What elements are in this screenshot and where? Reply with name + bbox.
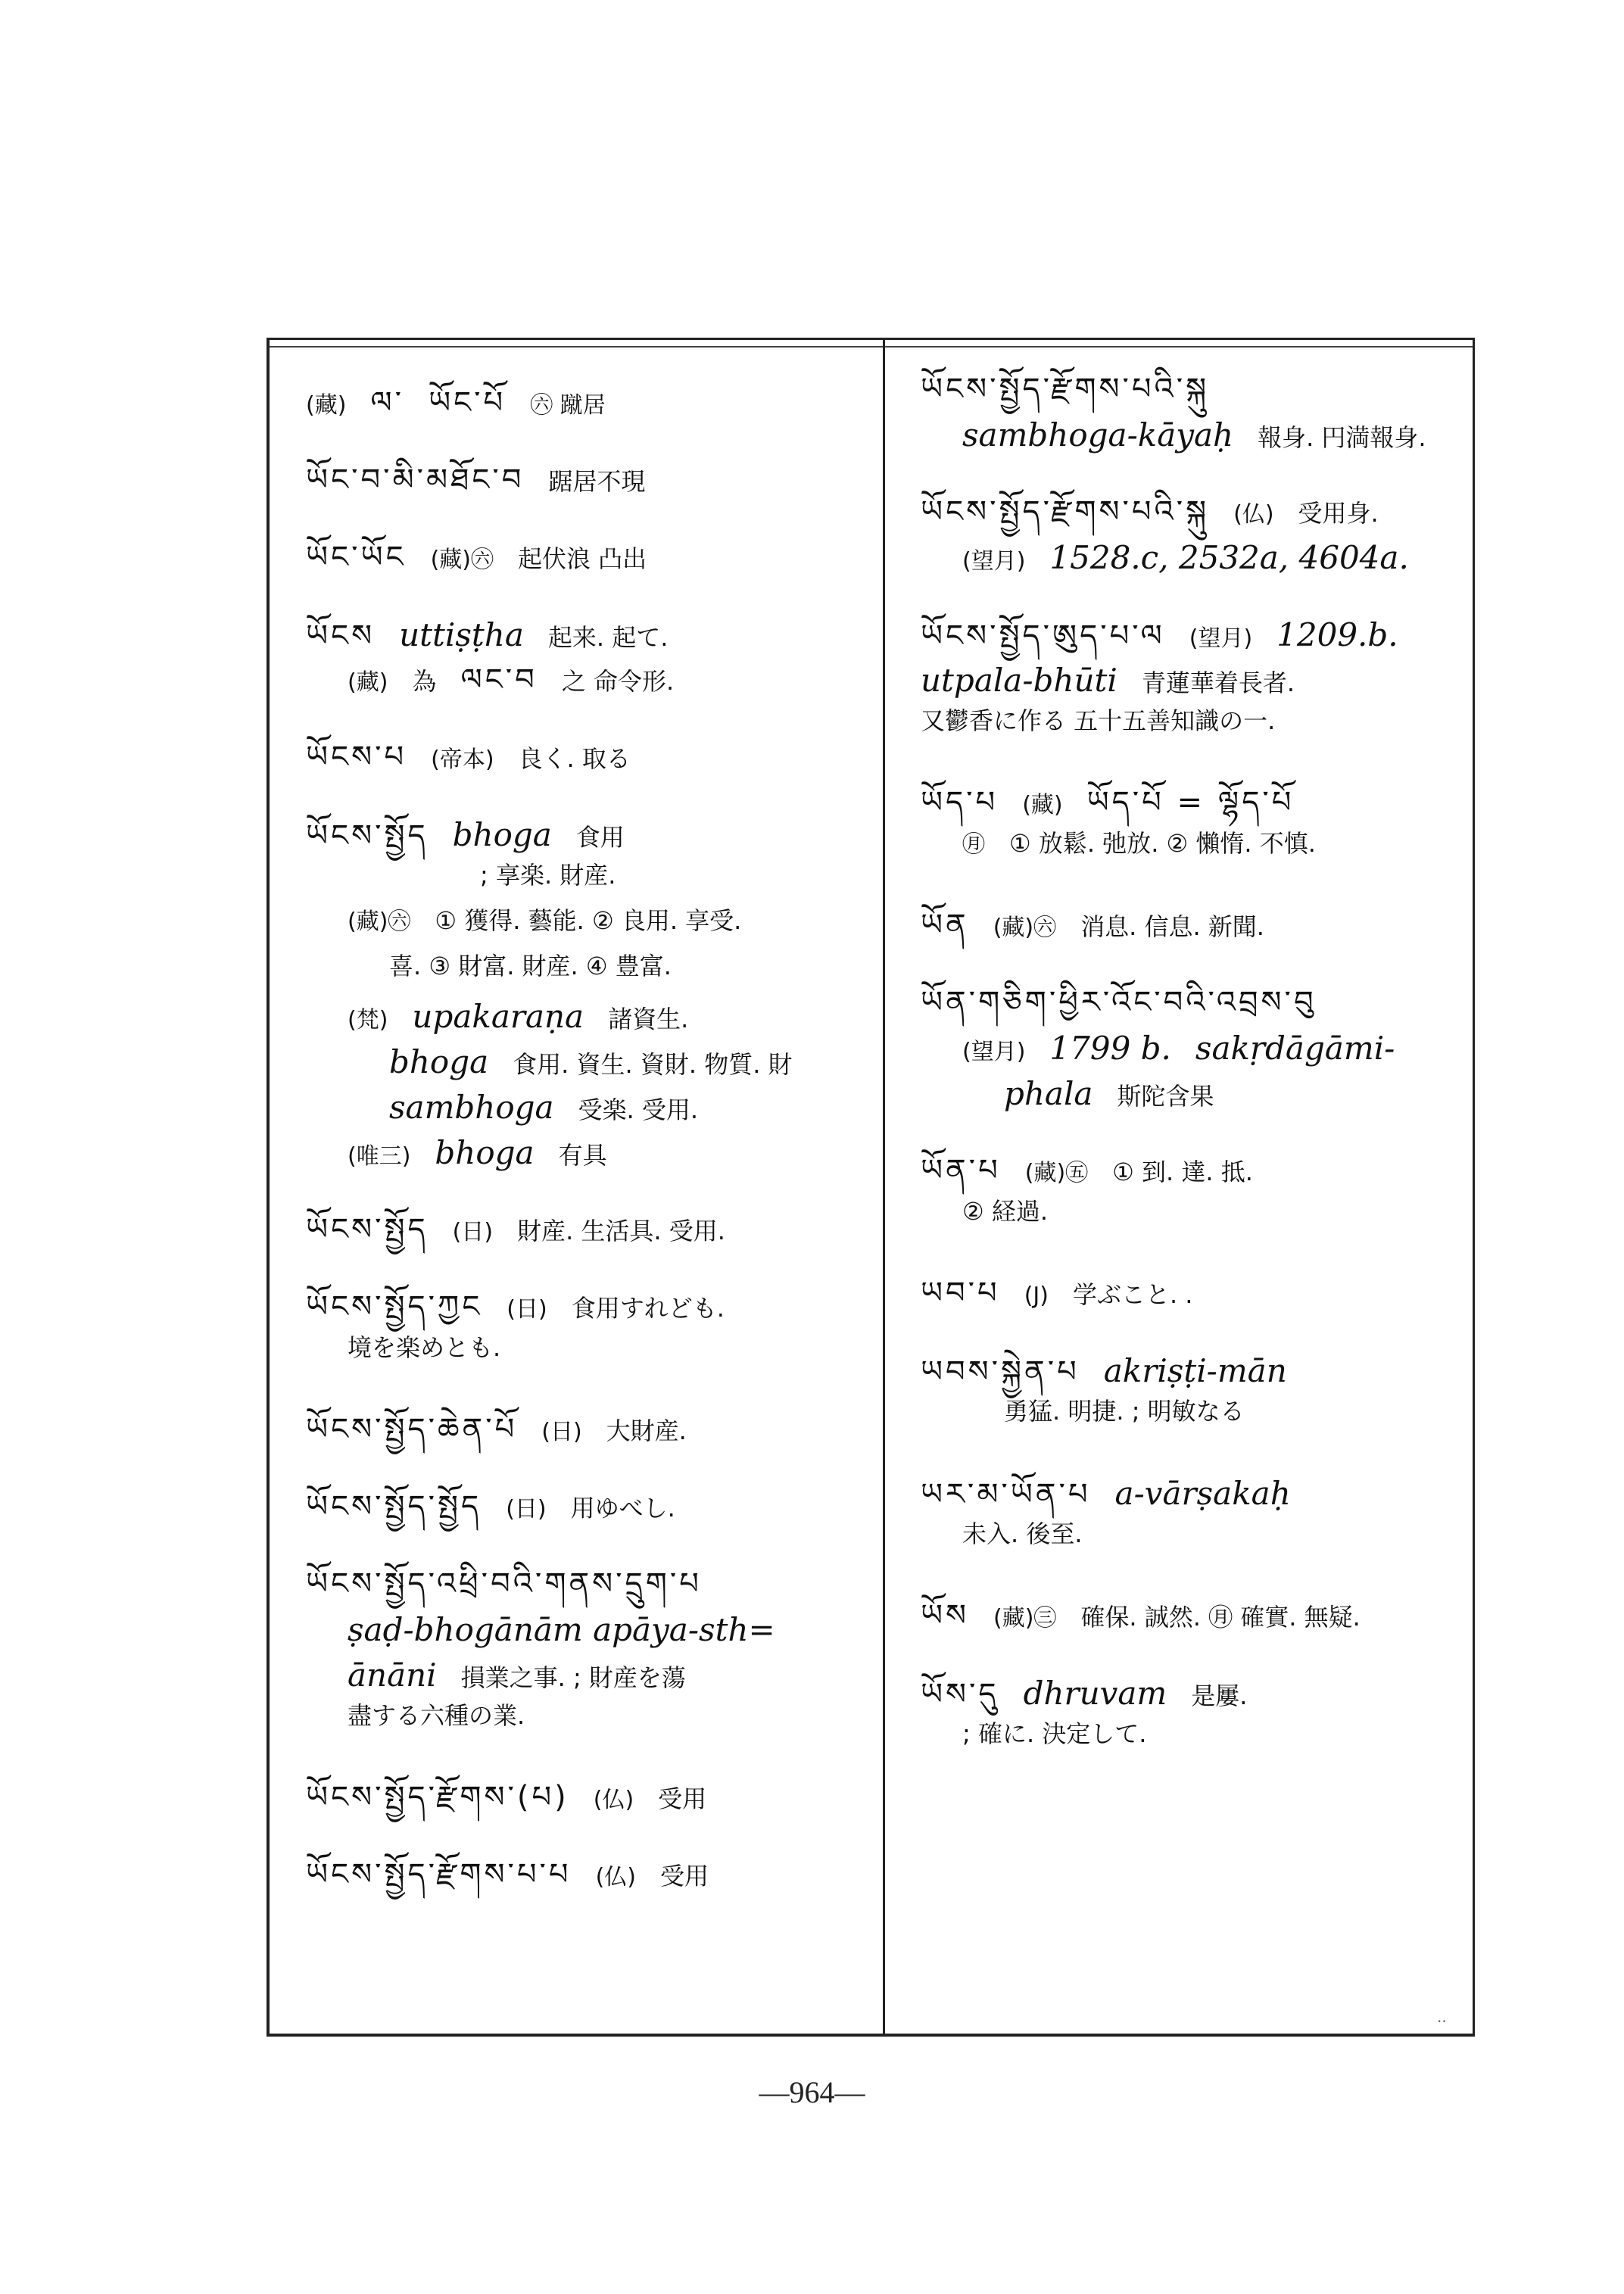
tibetan-term: ཡོན་གཅིག་ཕྱིར་འོང་བའི་འབྲས་བུ: [921, 985, 1317, 1020]
dictionary-entry: [921, 1672, 1466, 1763]
japanese-gloss: 為: [412, 667, 437, 696]
entry-gloss-line: [921, 705, 1466, 750]
source-tag: (藏): [348, 669, 388, 696]
source-tag: (藏)㊅: [993, 915, 1057, 941]
entry-gloss-line: [921, 1518, 1466, 1563]
sanskrit-romanization: sambhoga-kāyaḥ: [962, 416, 1234, 454]
tibetan-term: ཡོངས་སྤྱོད་རྫོགས་(པ): [306, 1780, 569, 1815]
entry-headline: [921, 369, 1466, 414]
dictionary-entry: [306, 814, 866, 1177]
source-tag: (藏)㊂: [993, 1605, 1057, 1632]
entry-headline: [921, 782, 1466, 828]
sanskrit-romanization: ṣaḍ-bhogānām apāya-sth=: [348, 1611, 775, 1648]
japanese-gloss: 之 命令形.: [561, 667, 675, 696]
sanskrit-romanization: bhoga: [389, 1043, 489, 1080]
dictionary-entry: [306, 537, 866, 582]
dictionary-entry: [306, 737, 866, 782]
source-tag: (唯三): [348, 1143, 411, 1170]
source-tag: (仏): [593, 1787, 634, 1813]
japanese-gloss: 食用. 資生. 資財. 物質. 財: [513, 1050, 793, 1079]
right-column: [921, 340, 1466, 2034]
japanese-gloss: ① 獲得. 藝能. ② 良用. 享受.: [435, 906, 742, 935]
source-tag: (日): [452, 1219, 494, 1245]
dictionary-entry: [306, 614, 866, 705]
source-tag: ㊅ 蹴居: [530, 392, 606, 419]
japanese-gloss: 盡する六種の業.: [348, 1701, 525, 1730]
source-tag: (藏): [1022, 792, 1063, 818]
source-tag: (藏)㊅: [348, 909, 411, 935]
japanese-gloss: 受楽. 受用.: [578, 1096, 699, 1124]
dictionary-entry: [921, 369, 1466, 460]
japanese-gloss: 起来. 起て.: [547, 623, 669, 652]
japanese-gloss: 受用: [658, 1784, 707, 1813]
source-tag: (仏): [1233, 501, 1274, 528]
dictionary-entry: [306, 1854, 866, 1900]
tibetan-term: ཡོངས་སྤྱོད: [306, 1212, 429, 1247]
japanese-gloss: 損業之事. ; 財産を蕩: [460, 1663, 686, 1692]
japanese-gloss: 踞居不現: [548, 467, 646, 496]
japanese-gloss: 是屢.: [1191, 1682, 1248, 1710]
entry-gloss-line: [306, 950, 866, 996]
dictionary-entry: [921, 1150, 1466, 1241]
japanese-gloss: 未入. 後至.: [962, 1519, 1083, 1548]
entry-headline: [921, 905, 1466, 950]
entry-headline: [921, 1273, 1466, 1318]
tibetan-term: ཡོངས་སྤྱོད་རྫོགས་པའི་སྐུ: [921, 372, 1210, 407]
sanskrit-romanization: 1209.b.: [1276, 616, 1398, 653]
source-tag: (日): [506, 1496, 547, 1523]
entry-gloss-line: [921, 1195, 1466, 1241]
entry-gloss-line: [306, 1086, 866, 1132]
sanskrit-romanization: a-vārṣakaḥ: [1114, 1475, 1291, 1512]
tibetan-term: ཡོངས་པ: [306, 740, 407, 775]
dictionary-entry: [921, 1473, 1466, 1563]
tibetan-term: ལ་: [370, 385, 405, 420]
sanskrit-romanization: dhruvam: [1023, 1675, 1167, 1712]
dictionary-entry: [306, 1563, 866, 1745]
tibetan-term: ཡོན: [921, 908, 969, 943]
tibetan-term: ཡོངས་སྤྱོད་ཨུད་པ་ལ: [921, 619, 1165, 653]
japanese-gloss: 大財産.: [606, 1417, 687, 1445]
entry-headline: [306, 814, 866, 859]
source-tag: (望月): [1189, 625, 1253, 652]
entry-gloss-line: [921, 1718, 1466, 1763]
dictionary-entry: [921, 1595, 1466, 1641]
japanese-gloss: 又鬱香に作る 五十五善知識の一.: [921, 706, 1276, 735]
entry-headline: [921, 1150, 1466, 1195]
tibetan-term: ཡབས་སྐྱེན་པ: [921, 1354, 1080, 1389]
japanese-gloss: 食用すれども.: [571, 1294, 725, 1323]
entry-gloss-line: [306, 659, 866, 705]
tibetan-term: ཡོངས་སྤྱོད་རྫོགས་པ་པ: [306, 1857, 572, 1892]
dictionary-entry: [921, 782, 1466, 873]
entry-gloss-line: [921, 1027, 1466, 1073]
japanese-gloss: ; 確に. 決定して.: [962, 1719, 1147, 1748]
page-number: —964—: [759, 2075, 865, 2109]
entry-headline: [921, 1672, 1466, 1718]
source-tag: (藏): [306, 392, 347, 419]
dictionary-frame: [267, 338, 1475, 2037]
dictionary-entry: [306, 1409, 866, 1454]
entry-gloss-line: [306, 1041, 866, 1086]
sanskrit-romanization: uttiṣṭha: [399, 616, 524, 653]
source-tag: (仏): [595, 1864, 636, 1890]
tibetan-term: ཡོང་ཡོང: [306, 540, 407, 575]
japanese-gloss: 学ぶこと. .: [1072, 1280, 1193, 1309]
sanskrit-romanization: phala: [1004, 1075, 1093, 1112]
entry-gloss-line: [306, 1700, 866, 1745]
tibetan-term: ཡོངས་སྤྱོད་རྫོགས་པའི་སྐུ: [921, 494, 1210, 529]
tibetan-term: ཡབ་པ: [921, 1276, 1000, 1311]
sanskrit-romanization: 1528.c, 2532a, 4604a.: [1049, 539, 1409, 576]
entry-headline: [306, 1286, 866, 1332]
japanese-gloss: 財産. 生活具. 受用.: [517, 1217, 725, 1245]
tibetan-term: ལང་བ: [460, 662, 538, 697]
tibetan-term: ཡོངས་སྤྱོད་ཀྱང: [306, 1289, 483, 1324]
tibetan-term: ཡོས་དུ: [921, 1677, 999, 1712]
japanese-gloss: 青蓮華着長者.: [1141, 669, 1295, 697]
entry-headline: [306, 1409, 866, 1454]
sanskrit-romanization: akriṣṭi-mān: [1103, 1352, 1287, 1389]
japanese-gloss: 受用身.: [1298, 499, 1379, 528]
corner-mark: ..: [1437, 2008, 1447, 2026]
entry-gloss-line: [921, 537, 1466, 582]
entry-headline: [921, 1350, 1466, 1395]
dictionary-entry: [921, 982, 1466, 1118]
entry-headline: [921, 614, 1466, 659]
tibetan-term: ཡོངས: [306, 619, 376, 653]
entry-gloss-line: [306, 1332, 866, 1377]
dictionary-entry: [921, 1273, 1466, 1318]
tibetan-term: ཡར་མ་ཡོན་པ: [921, 1477, 1091, 1512]
entry-headline: [306, 537, 866, 582]
entry-headline: [921, 491, 1466, 537]
tibetan-term: ཡོས: [921, 1598, 969, 1633]
entry-gloss-line: [306, 1132, 866, 1177]
dictionary-entry: [921, 491, 1466, 582]
entry-gloss-line: [921, 1395, 1466, 1441]
japanese-gloss: 受用: [659, 1862, 709, 1890]
tibetan-term: ཡོངས་སྤྱོད: [306, 818, 429, 853]
dictionary-entry: [306, 1486, 866, 1532]
sanskrit-romanization: bhoga: [435, 1134, 535, 1171]
dictionary-entry: [306, 1777, 866, 1822]
source-tag: (望月): [962, 548, 1026, 575]
tibetan-term: ཡོངས་སྤྱོད་སྤྱོད: [306, 1489, 482, 1524]
entry-headline: [306, 1854, 866, 1900]
entry-headline: [306, 1209, 866, 1255]
entry-gloss-line: [306, 859, 866, 905]
sanskrit-romanization: ānāni: [348, 1657, 437, 1694]
entry-gloss-line: [921, 414, 1466, 460]
tibetan-term: ཡོངས་སྤྱོད་ཆེན་པོ: [306, 1412, 518, 1447]
entry-headline: [306, 382, 866, 428]
dictionary-entry: [306, 382, 866, 428]
japanese-gloss: 確保. 誠然. ㊊ 確實. 無疑.: [1080, 1603, 1361, 1632]
tibetan-term: ཡོད་པ: [921, 785, 999, 820]
entry-headline: [306, 1486, 866, 1532]
japanese-gloss: ; 享楽. 財産.: [480, 861, 616, 890]
tibetan-term: ཡོངས་སྤྱོད་འཕྲི་བའི་གནས་དྲུག་པ: [306, 1566, 702, 1601]
tibetan-term: ཡོང་པོ: [429, 385, 507, 420]
sanskrit-romanization: 1799 b.: [1049, 1030, 1171, 1067]
entry-headline: [306, 737, 866, 782]
japanese-gloss: 報身. 円満報身.: [1258, 423, 1426, 452]
sanskrit-romanization: sambhoga: [389, 1089, 554, 1126]
japanese-gloss: 諸資生.: [608, 1005, 689, 1033]
dictionary-entry: [921, 1350, 1466, 1441]
entry-gloss-line: [306, 996, 866, 1041]
dictionary-entry: [306, 1209, 866, 1255]
japanese-gloss: 消息. 信息. 新聞.: [1080, 912, 1264, 941]
source-tag: (藏)㊅: [430, 547, 494, 573]
source-tag: (J): [1024, 1283, 1049, 1309]
sanskrit-romanization: sakṛdāgāmi-: [1195, 1030, 1395, 1067]
japanese-gloss: ① 放鬆. 弛放. ② 懶惰. 不慎.: [1009, 829, 1316, 858]
entry-gloss-line: [921, 828, 1466, 873]
japanese-gloss: 勇猛. 明捷. ; 明敏なる: [1004, 1397, 1245, 1426]
entry-gloss-line: [921, 659, 1466, 705]
sanskrit-romanization: utpala-bhūti: [921, 662, 1117, 699]
entry-gloss-line: [306, 1609, 866, 1654]
japanese-gloss: 喜. ③ 財富. 財産. ④ 豊富.: [389, 952, 672, 980]
entry-gloss-line: [306, 1654, 866, 1700]
japanese-gloss: 境を楽めとも.: [348, 1333, 501, 1362]
japanese-gloss: 斯陀含果: [1117, 1082, 1214, 1111]
entry-gloss-line: [306, 905, 866, 950]
tibetan-term: ཡོད་པོ = ལྷོད་པོ: [1086, 785, 1295, 820]
japanese-gloss: 食用: [575, 823, 625, 852]
dictionary-entry: [921, 614, 1466, 750]
source-tag: (望月): [962, 1039, 1026, 1065]
dictionary-entry: [306, 460, 866, 505]
entry-headline: [306, 460, 866, 505]
source-tag: (藏)㊄: [1024, 1160, 1089, 1186]
entry-gloss-line: [921, 1073, 1466, 1118]
entry-headline: [921, 982, 1466, 1027]
japanese-gloss: 用ゆべし.: [570, 1494, 675, 1523]
japanese-gloss: ② 経過.: [962, 1197, 1049, 1226]
column-divider: [883, 340, 885, 2034]
entry-headline: [306, 614, 866, 659]
sanskrit-romanization: bhoga: [452, 816, 552, 853]
source-tag: (日): [507, 1296, 547, 1323]
entry-headline: [921, 1473, 1466, 1518]
japanese-gloss: 良く. 取る: [518, 744, 631, 773]
tibetan-term: ཡོན་པ: [921, 1153, 1001, 1188]
entry-headline: [306, 1563, 866, 1609]
left-column: [306, 340, 866, 2034]
japanese-gloss: ① 到. 達. 抵.: [1112, 1158, 1253, 1186]
japanese-gloss: 有具: [558, 1141, 607, 1170]
japanese-gloss: 起伏浪 凸出: [517, 544, 647, 573]
dictionary-entry: [921, 905, 1466, 950]
dictionary-entry: [306, 1286, 866, 1377]
source-tag: (梵): [348, 1007, 388, 1033]
tibetan-term: ཡོང་བ་མི་མཐོང་བ: [306, 463, 525, 497]
sanskrit-romanization: upakaraṇa: [412, 998, 584, 1035]
source-tag: ㊊: [962, 831, 985, 858]
source-tag: (日): [541, 1419, 582, 1445]
entry-headline: [921, 1595, 1466, 1641]
source-tag: (帝本): [431, 746, 494, 773]
entry-headline: [306, 1777, 866, 1822]
